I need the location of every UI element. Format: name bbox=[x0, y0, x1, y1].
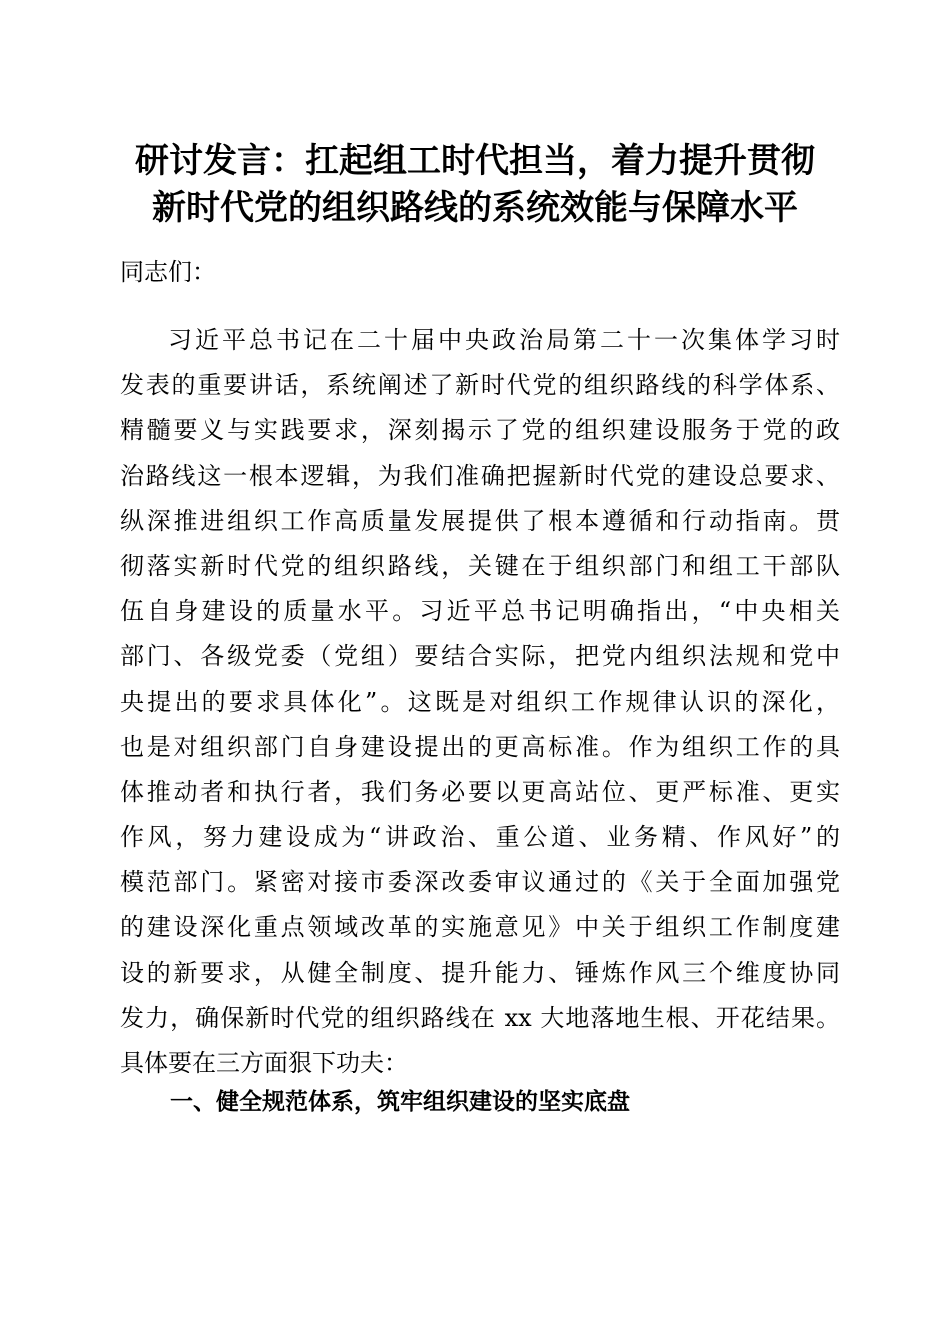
greeting: 同志们： bbox=[120, 258, 216, 286]
body-paragraph bbox=[120, 318, 840, 1086]
paragraph-line: 作风，努力建设成为“讲政治、重公道、业务精、作风好”的 bbox=[120, 823, 840, 852]
section-heading: 一、健全规范体系，筑牢组织建设的坚实底盘 bbox=[170, 1089, 630, 1115]
document-title bbox=[100, 138, 850, 232]
paragraph-line: 彻落实新时代党的组织路线，关键在于组织部门和组工干部队 bbox=[120, 551, 840, 580]
title-line-1: 研讨发言：扛起组工时代担当，着力提升贯彻 bbox=[135, 141, 815, 181]
paragraph-line: 具体要在三方面狠下功夫： bbox=[120, 1049, 408, 1077]
title-line-2: 新时代党的组织路线的系统效能与保障水平 bbox=[152, 188, 798, 228]
paragraph-line: 体推动者和执行者，我们务必要以更高站位、更严标准、更实 bbox=[120, 777, 840, 806]
paragraph-line: 发表的重要讲话，系统阐述了新时代党的组织路线的科学体系、 bbox=[120, 371, 840, 400]
paragraph-line: 的建设深化重点领域改革的实施意见》中关于组织工作制度建 bbox=[120, 913, 840, 942]
paragraph-line: 纵深推进组织工作高质量发展提供了根本遵循和行动指南。贯 bbox=[120, 506, 840, 535]
paragraph-line: 伍自身建设的质量水平。习近平总书记明确指出，“中央相关 bbox=[120, 597, 840, 626]
paragraph-line: 部门、各级党委（党组）要结合实际，把党内组织法规和党中 bbox=[120, 642, 840, 671]
paragraph-line: 治路线这一根本逻辑，为我们准确把握新时代党的建设总要求、 bbox=[120, 461, 840, 490]
paragraph-line: 央提出的要求具体化”。这既是对组织工作规律认识的深化， bbox=[120, 687, 840, 716]
paragraph-line: 习近平总书记在二十届中央政治局第二十一次集体学习时 bbox=[168, 326, 840, 354]
paragraph-line: 模范部门。紧密对接市委深改委审议通过的《关于全面加强党 bbox=[120, 868, 840, 897]
paragraph-line: 也是对组织部门自身建设提出的更高标准。作为组织工作的具 bbox=[120, 732, 840, 761]
paragraph-line: 设的新要求，从健全制度、提升能力、锤炼作风三个维度协同 bbox=[120, 958, 840, 987]
paragraph-line: 发力，确保新时代党的组织路线在 xx 大地落地生根、开花结果。 bbox=[120, 1003, 840, 1032]
paragraph-line: 精髓要义与实践要求，深刻揭示了党的组织建设服务于党的政 bbox=[120, 416, 840, 445]
